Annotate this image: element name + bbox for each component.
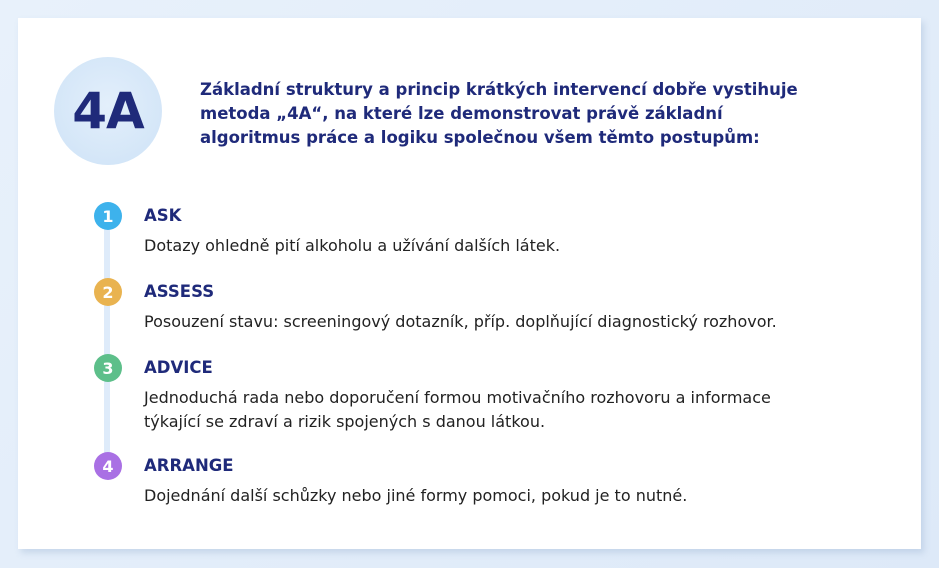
step-number-badge: 4 [94, 452, 122, 480]
step-description: Posouzení stavu: screeningový dotazník, příp. doplňující diagnostický rozhovor. [144, 312, 777, 331]
step-title: ASSESS [144, 282, 215, 301]
intro-text: Základní struktury a princip krátkých intervencí dobře vystihuje metoda „4A“, na které lze demonstrovat právě základní algoritmus práce a logiku společnou všem těmto postupům: [200, 80, 798, 147]
step-description: Dotazy ohledně pití alkoholu a užívání dalších látek. [144, 236, 561, 255]
step-title: ASK [144, 206, 182, 225]
badge-circle [54, 57, 162, 165]
step-title: ARRANGE [144, 456, 234, 475]
step-description: Dojednání další schůzky nebo jiné formy pomoci, pokud je to nutné. [144, 486, 688, 505]
step-number-badge: 3 [94, 354, 122, 382]
badge-label: 4A [72, 82, 144, 140]
timeline-line [104, 214, 110, 466]
step-number-badge: 1 [94, 202, 122, 230]
step-number-badge: 2 [94, 278, 122, 306]
step-description: Jednoduchá rada nebo doporučení formou motivačního rozhovoru a informace týkající se zdraví a rizik spojených s danou látkou. [144, 388, 771, 431]
step-title: ADVICE [144, 358, 213, 377]
